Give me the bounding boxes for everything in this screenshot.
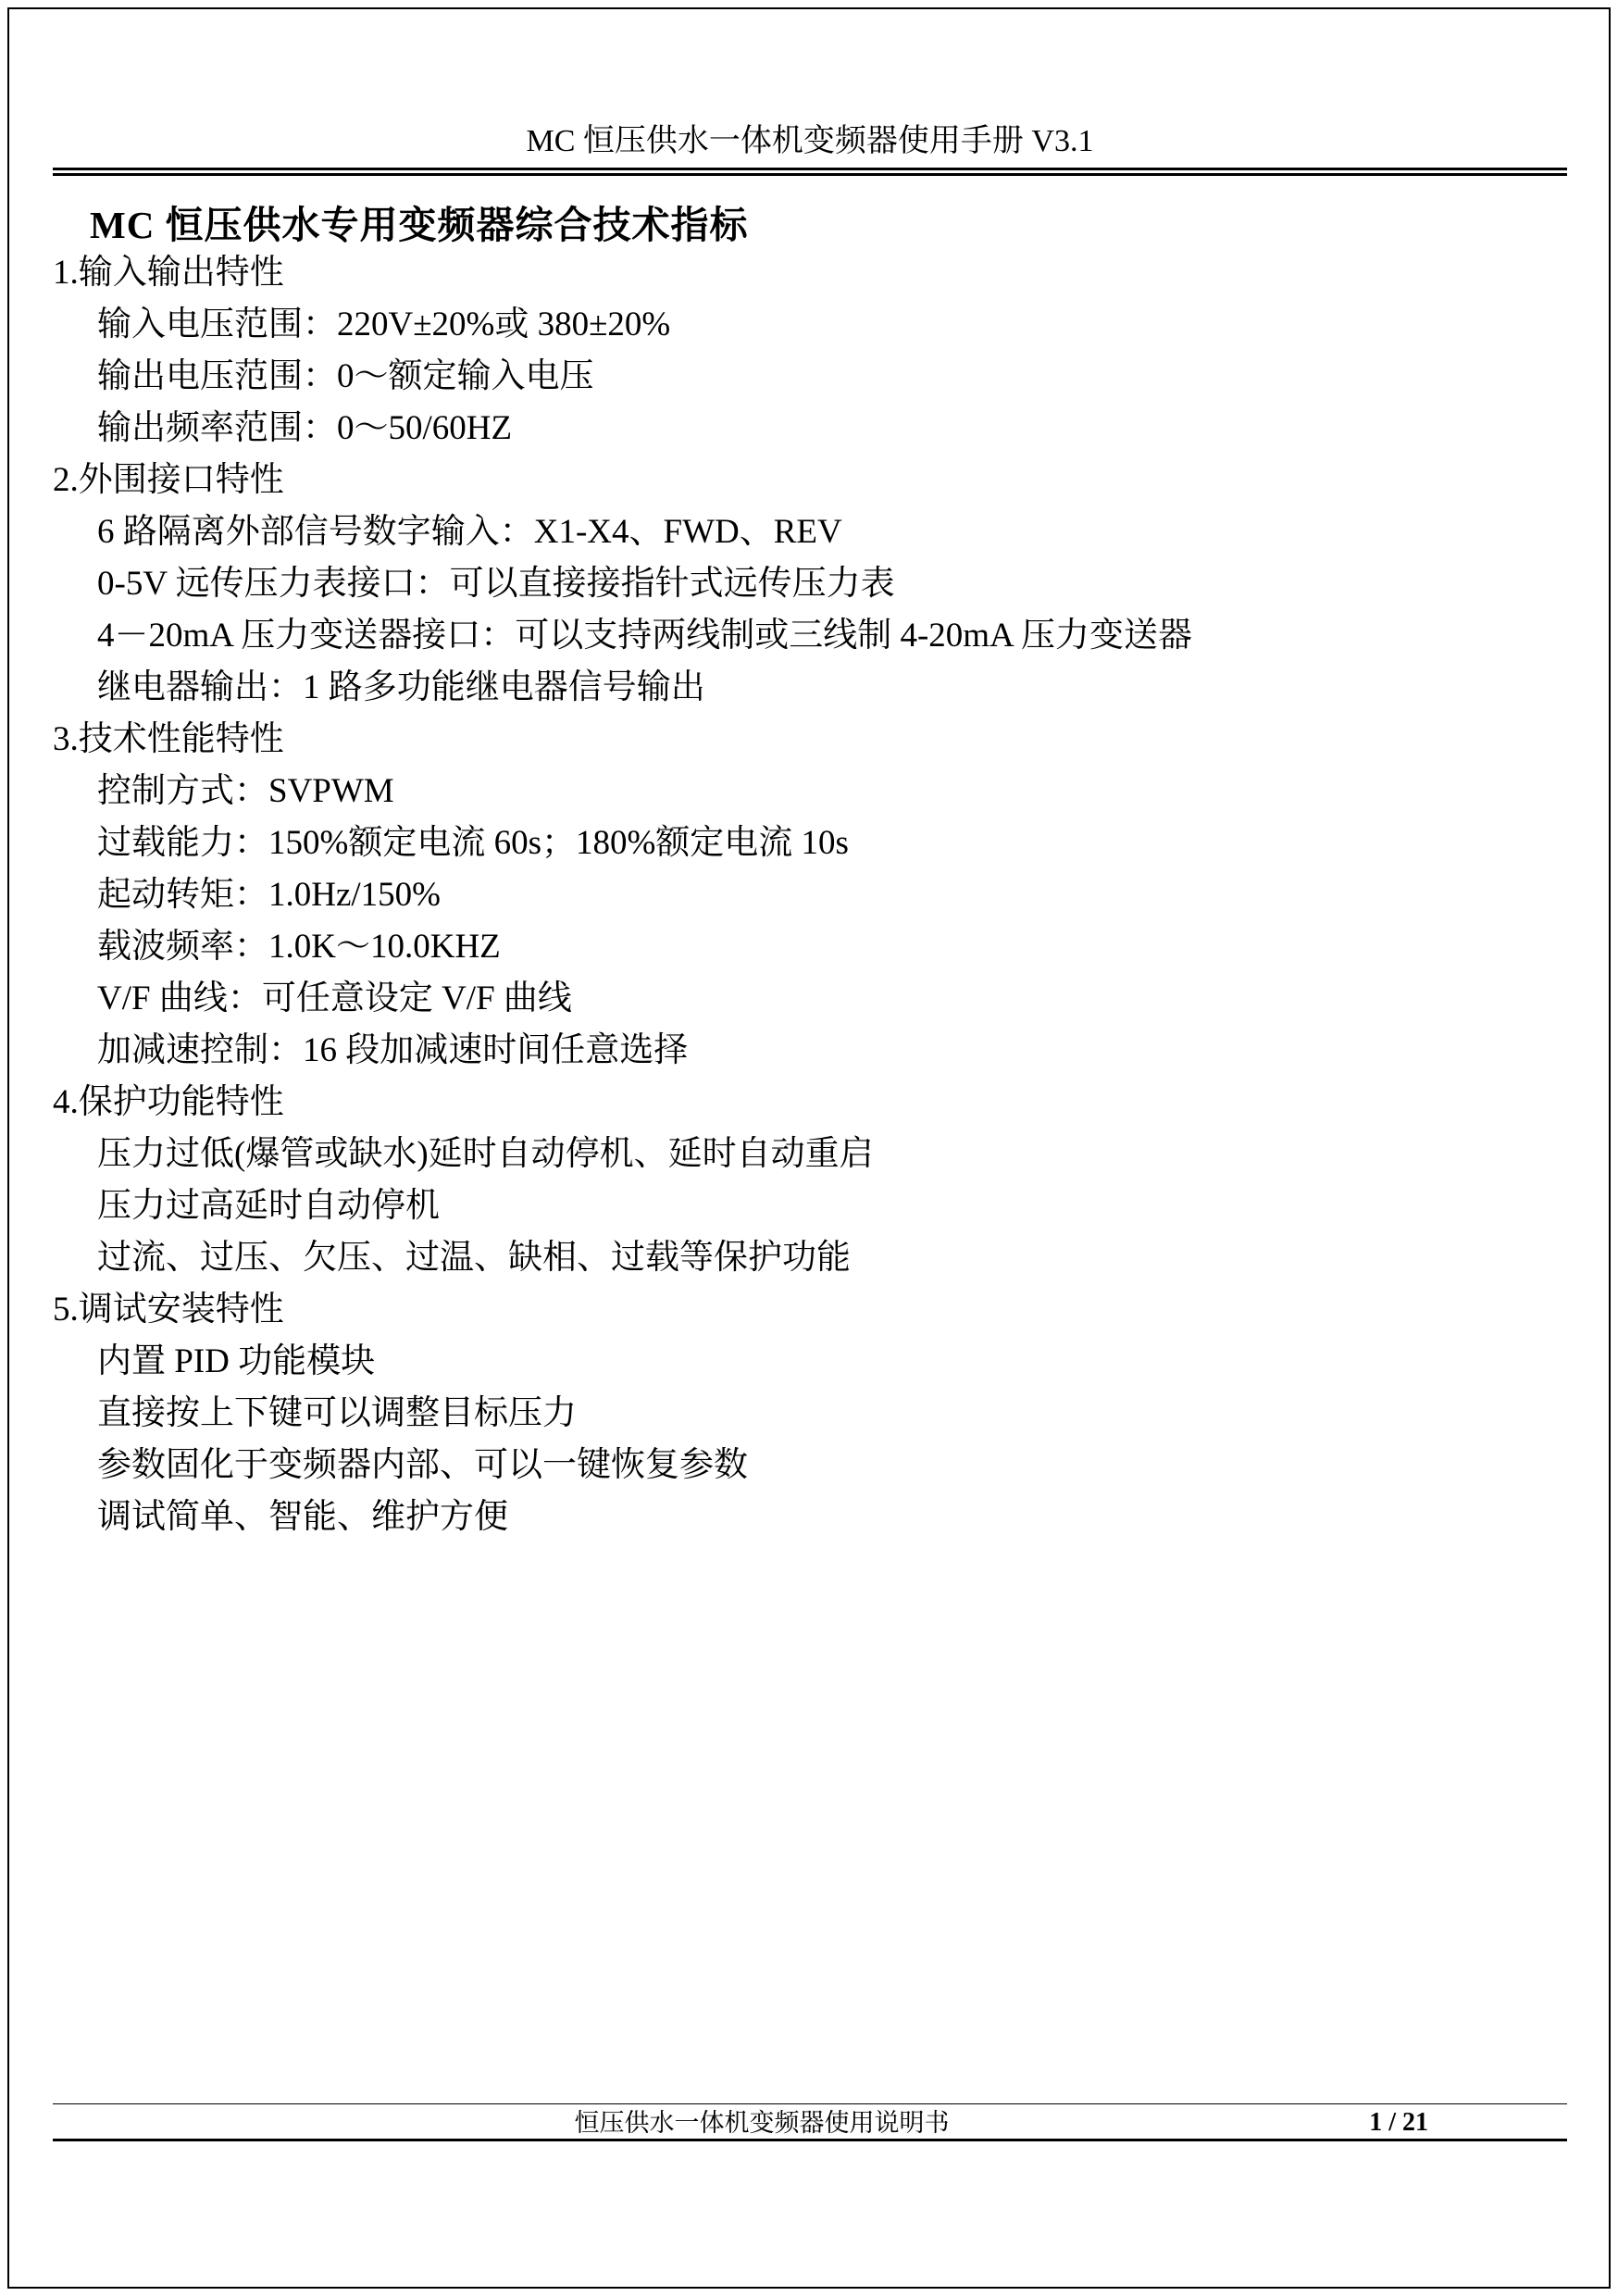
header-divider-rule: [53, 168, 1567, 176]
section-5-item: 参数固化于变频器内部、可以一键恢复参数: [97, 1446, 748, 1484]
section-3-item: 加减速控制：16 段加减速时间任意选择: [97, 1031, 689, 1069]
document-body: [53, 247, 1589, 1543]
section-1-item: 输入电压范围：220V±20%或 380±20%: [97, 306, 671, 343]
document-title: MC 恒压供水专用变频器综合技术指标: [90, 204, 749, 246]
section-4-heading: 4.保护功能特性: [53, 1083, 284, 1121]
section-3-item: 起动转矩：1.0Hz/150%: [97, 876, 441, 914]
section-3-heading: 3.技术性能特性: [53, 720, 284, 758]
header-title: MC 恒压供水一体机变频器使用手册 V3.1: [526, 124, 1094, 158]
section-3-item: 载波频率：1.0K～10.0KHZ: [97, 928, 501, 966]
section-5-item: 内置 PID 功能模块: [97, 1342, 376, 1380]
section-4-item: 压力过低(爆管或缺水)延时自动停机、延时自动重启: [97, 1135, 874, 1173]
section-5-heading: 5.调试安装特性: [53, 1291, 284, 1329]
section-4-item: 压力过高延时自动停机: [97, 1187, 440, 1225]
section-1-heading: 1.输入输出特性: [53, 254, 284, 292]
section-2-item: 0-5V 远传压力表接口：可以直接接指针式远传压力表: [97, 565, 895, 603]
section-3-item: 过载能力：150%额定电流 60s；180%额定电流 10s: [97, 824, 849, 862]
section-2-item: 4－20mA 压力变送器接口：可以支持两线制或三线制 4-20mA 压力变送器: [97, 617, 1192, 655]
section-5-item: 直接按上下键可以调整目标压力: [97, 1394, 577, 1432]
section-1-item: 输出电压范围：0～额定输入电压: [97, 357, 594, 395]
section-4-item: 过流、过压、欠压、过温、缺相、过载等保护功能: [97, 1239, 851, 1277]
section-5-item: 调试简单、智能、维护方便: [97, 1498, 508, 1536]
section-2-heading: 2.外围接口特性: [53, 461, 284, 499]
section-1-item: 输出频率范围：0～50/60HZ: [97, 409, 513, 447]
footer-page-number: 1 / 21: [1369, 2108, 1428, 2137]
section-2-item: 6 路隔离外部信号数字输入：X1-X4、FWD、REV: [97, 513, 842, 551]
section-2-item: 继电器输出：1 路多功能继电器信号输出: [97, 668, 705, 706]
section-3-item: V/F 曲线：可任意设定 V/F 曲线: [97, 980, 572, 1017]
footer-title: 恒压供水一体机变频器使用说明书: [574, 2109, 950, 2137]
page-footer: [53, 2103, 1567, 2141]
section-3-item: 控制方式：SVPWM: [97, 772, 394, 810]
